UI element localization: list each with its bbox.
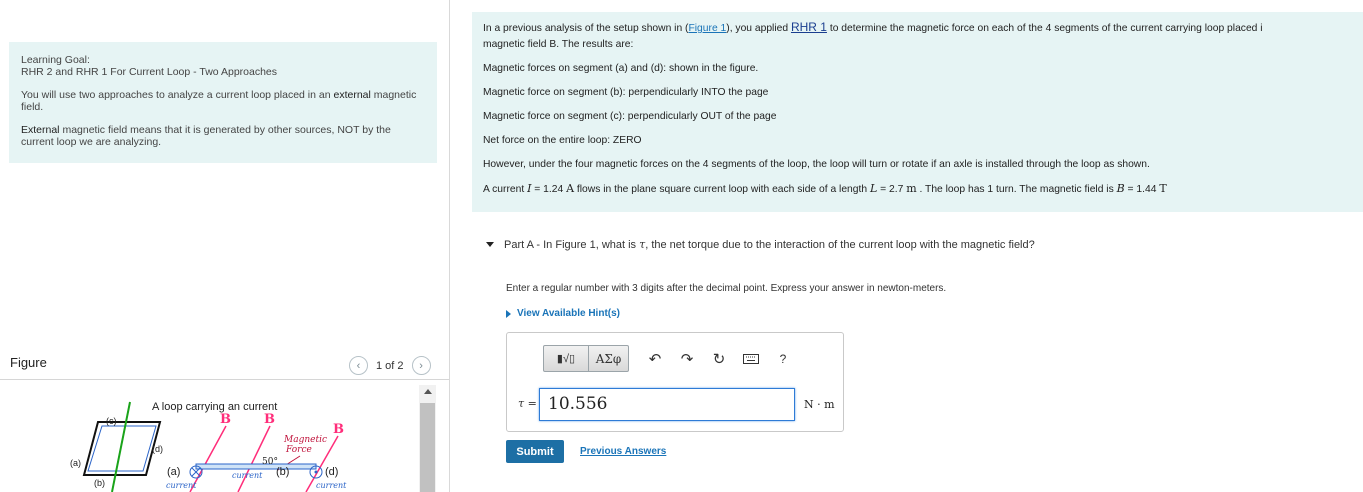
result-net: Net force on the entire loop: ZERO <box>483 135 642 146</box>
reset-icon[interactable]: ↻ <box>712 350 726 368</box>
scroll-up-arrow-icon[interactable] <box>424 389 432 394</box>
intro-end: to determine the magnetic force on each of the 4 segments of the current carrying loop placed i <box>826 23 1263 34</box>
part-a-header[interactable] <box>486 238 1035 251</box>
part-a-text: Part A - In Figure 1, what is <box>504 239 640 251</box>
intro-start: In a previous analysis of the setup shown in ( <box>483 23 689 34</box>
goal-p1-end: magnetic field. <box>21 89 417 113</box>
learning-goal-heading <box>21 54 425 78</box>
current-symbol: I <box>527 182 532 195</box>
rotation-note: However, under the four magnetic forces on the 4 segments of the loop, the loop will turn or rotate if an axle is installed through the loop as shown. <box>483 159 1150 170</box>
side-d-label: (d) <box>325 466 339 478</box>
given-end: . The loop has 1 turn. The magnetic field is <box>916 184 1117 195</box>
side-b-label: (b) <box>276 466 290 478</box>
current-value: = 1.24 <box>531 184 567 195</box>
part-a-question: , the net torque due to the interaction of the current loop with the magnetic field? <box>645 239 1035 251</box>
prev-figure-button[interactable] <box>349 356 368 375</box>
loop-side-view <box>166 412 347 492</box>
learning-goal-p2 <box>21 124 425 148</box>
current-label-3: current <box>316 481 347 490</box>
segment-c-label: (c) <box>106 416 117 426</box>
figure-pager <box>349 356 431 375</box>
segment-d-label: (d) <box>152 444 163 454</box>
expand-caret-icon <box>506 310 511 318</box>
greek-symbols-button[interactable]: ΑΣφ <box>589 345 629 372</box>
math-toolbar <box>543 345 795 372</box>
view-hints-link[interactable] <box>506 308 620 319</box>
field-label-3: B <box>333 422 344 437</box>
learning-goal-title: RHR 2 and RHR 1 For Current Loop - Two Approaches <box>21 66 278 78</box>
feedback-row-cropped <box>506 486 966 492</box>
current-label-2: current <box>232 471 263 480</box>
goal-p1-bold: external <box>333 89 371 101</box>
goal-p2-text: magnetic field means that it is generated by other sources, NOT by the current loop we are analyzing. <box>21 124 391 148</box>
given-start: A current <box>483 184 528 195</box>
given-middle: flows in the plane square current loop with each side of a length <box>574 184 870 195</box>
learning-goal-panel <box>9 42 437 163</box>
hint-label: View Available Hint(s) <box>517 308 620 319</box>
segment-a-label: (a) <box>70 458 81 468</box>
answer-instructions: Enter a regular number with 3 digits after the decimal point. Express your answer in newton-meters. <box>506 283 947 294</box>
collapse-caret-icon[interactable] <box>486 242 494 247</box>
figure-title: A loop carrying an current <box>152 401 278 413</box>
figure-page-count: 1 of 2 <box>376 359 404 372</box>
result-b: Magnetic force on segment (b): perpendicularly INTO the page <box>483 87 769 98</box>
current-label-1: current <box>166 481 197 490</box>
goal-p1-text: You will use two approaches to analyze a current loop placed in an <box>21 89 334 101</box>
goal-p2-bold: External <box>21 124 60 136</box>
intro-line-2: magnetic field B. The results are: <box>483 39 634 50</box>
figure-label: Figure <box>10 355 47 370</box>
side-a-label: (a) <box>167 466 181 478</box>
figure-image <box>0 380 436 492</box>
result-ad: Magnetic forces on segment (a) and (d): shown in the figure. <box>483 63 759 74</box>
current-unit: A <box>566 182 575 195</box>
column-divider <box>449 0 450 492</box>
answer-label <box>518 397 537 410</box>
force-label: Force <box>286 445 312 455</box>
tau-equals: τ = <box>518 397 537 410</box>
figure-viewport <box>0 380 436 492</box>
field-unit: T <box>1159 182 1167 195</box>
field-symbol: B <box>1116 182 1125 195</box>
answer-unit: N · m <box>804 398 835 411</box>
keyboard-icon[interactable] <box>739 347 763 371</box>
next-figure-button[interactable] <box>412 356 431 375</box>
tau-symbol: τ <box>639 238 646 251</box>
chevron-right-icon: › <box>419 359 423 372</box>
undo-icon[interactable]: ↶ <box>648 350 662 368</box>
intro-text <box>483 19 1363 53</box>
given-values <box>483 181 1352 198</box>
learning-goal-p1 <box>21 89 425 113</box>
chevron-left-icon: ‹ <box>356 359 361 372</box>
result-c: Magnetic force on segment (c): perpendicularly OUT of the page <box>483 111 777 122</box>
field-label-1: B <box>220 412 231 427</box>
loop-perspective <box>70 402 163 492</box>
redo-icon[interactable]: ↷ <box>680 350 694 368</box>
answer-box <box>506 332 844 432</box>
angle-label: 50° <box>262 457 278 467</box>
field-label-2: B <box>264 412 275 427</box>
field-value: = 1.44 <box>1124 184 1160 195</box>
learning-goal-label: Learning Goal: <box>21 54 90 66</box>
magnetic-force-label: Magnetic <box>284 435 328 445</box>
help-button[interactable]: ? <box>779 351 787 366</box>
torque-answer-input[interactable]: 10.556 <box>539 388 795 421</box>
rhr1-link[interactable]: RHR 1 <box>790 20 827 34</box>
part-a-label <box>504 238 1035 251</box>
length-value: = 2.7 <box>877 184 907 195</box>
previous-answers-link[interactable]: Previous Answers <box>580 446 667 457</box>
length-symbol: L <box>869 182 878 195</box>
segment-b-label: (b) <box>94 478 105 488</box>
intro-middle: ), you applied <box>726 23 791 34</box>
problem-info-panel <box>472 12 1363 212</box>
figure-scroll-thumb[interactable] <box>420 403 435 492</box>
templates-button[interactable]: ▮√▯ <box>543 345 589 372</box>
length-unit: m <box>906 182 917 195</box>
figure-1-link[interactable]: Figure 1 <box>688 23 727 34</box>
submit-button[interactable]: Submit <box>506 440 564 463</box>
